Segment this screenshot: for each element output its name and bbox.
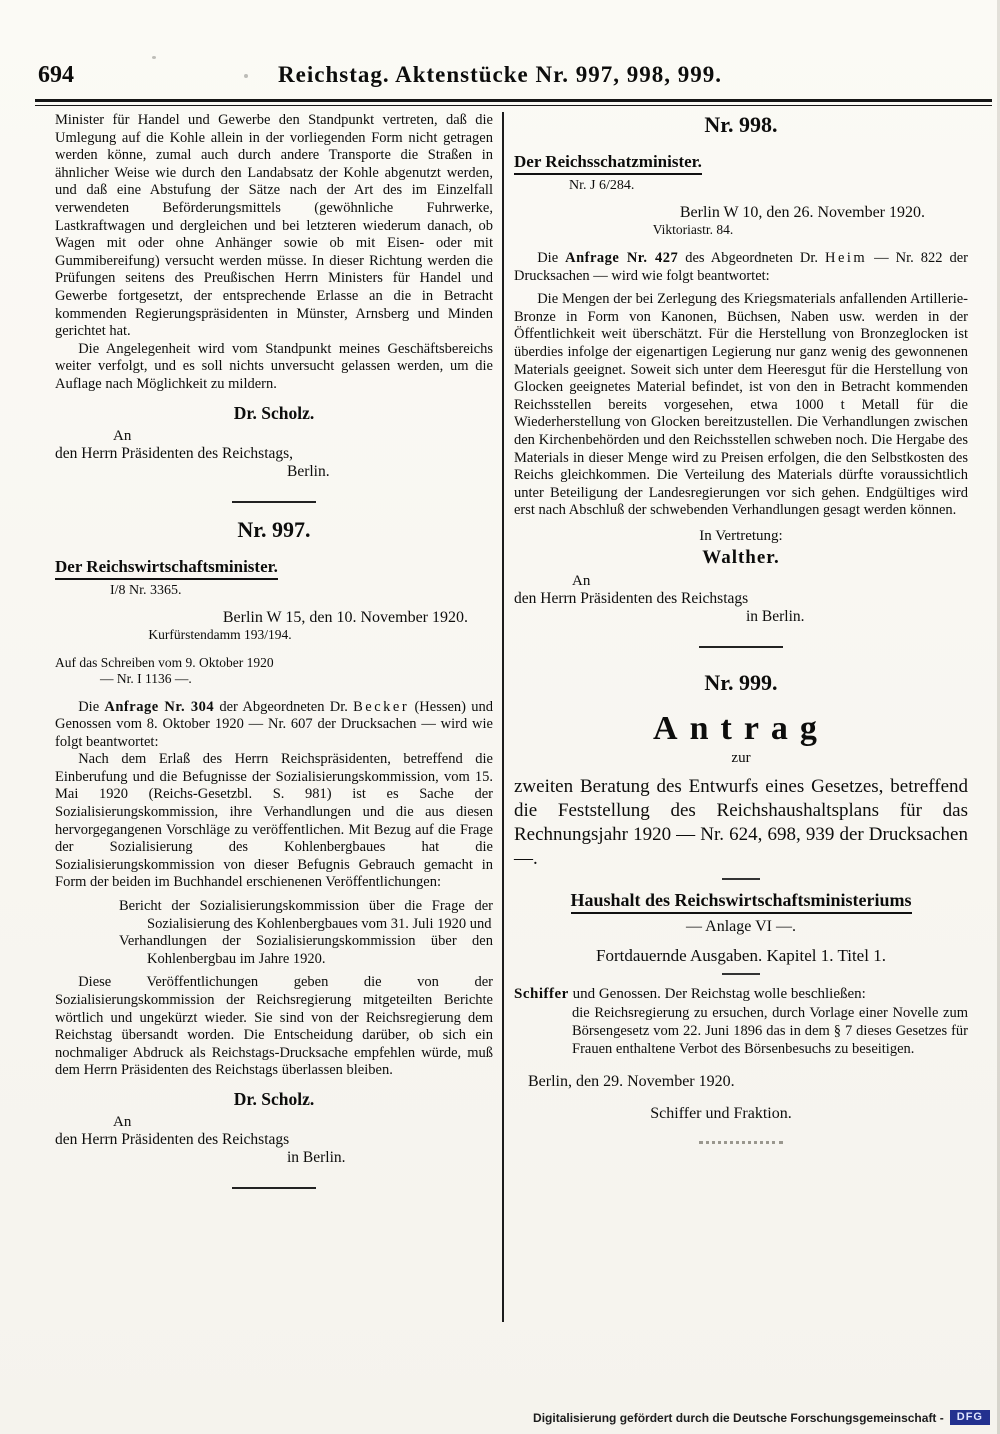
motion-rest: und Genossen. Der Reichstag wolle beschließen: [568,985,866,1002]
doc-997-intro-paragraph [55,699,493,752]
left-column [55,112,493,1203]
doc-999-subject-paragraph: zweiten Beratung des Entwurfs eines Gesetzes, betreffend die Feststellung des Reichshaushaltsplans für das Rechnungsjahr 1920 — Nr. 624, 698, 939 der Drucksachen —. [514,775,968,869]
left-column-end-divider [232,1187,316,1189]
doc-997-dateline: Berlin W 15, den 10. November 1920. [222,608,468,626]
doc-999-resolution-text: die Reichsregierung zu ersuchen, durch Vorlage einer Novelle zum Börsengesetz vom 22. Juni 1896 das in dem § 7 dieses Gesetzes für Frauen enthaltene Verbot des Börsenbesuchs zu beseitigen. [572,1005,968,1057]
right-column [514,112,968,1144]
faint-end-divider [699,1141,783,1144]
intro-deputy-name: Heim [824,250,868,266]
intro-mid: des Abgeordneten Dr. [678,250,825,266]
doc-997-publication-2: Verhandlungen der Sozialisierungskommission über den Kohlenbergbau im Jahre 1920. [119,933,493,967]
doc-998-salutation-an: An [572,572,591,589]
column-divider [502,112,504,1322]
doc-999-motion-paragraph [514,985,968,1004]
closing-paragraph: Die Angelegenheit wird vom Standpunkt meines Geschäftsbereichs weiter verfolgt, und es soll nichts unversucht gelassen werden, um die Auflage nach Möglichkeit zu mildern. [55,340,493,392]
scan-speck [152,56,156,59]
doc-997-body-paragraph-1: Nach dem Erlaß des Herrn Reichspräsidenten, betreffend die Einberufung und die Befugnisse der Sozialisierungskommission, vom 15. Mai 1920 (Reichs-Gesetzbl. S. 981) ist es Sache der Sozialisierungskommission, ihre Verhandlungen und die aus diesen hervorgegangenen Vorschläge zu veröffentlichen. Mit Bezug auf die Frage der Sozialisierung des Kohlenbergbaues hat die Sozialisierungskommission von dieser Befugnis Gebrauch gemacht in Form der beiden im Buchhandel erschienenen Veröffentlichungen: [55,751,493,891]
small-divider [722,878,760,880]
header-rule [35,99,992,106]
doc-998-file-number: Nr. J 6/284. [569,178,635,193]
doc-999-annex-line: — Anlage VI —. [686,917,796,935]
doc-998-in-vertretung: In Vertretung: [699,527,783,544]
motion-mover-name: Schiffer [514,985,569,1002]
doc-997-sender-text: Der Reichswirtschaftsminister. [55,557,278,580]
continuation-paragraph: Minister für Handel und Gewerbe den Standpunkt vertreten, daß die Umlegung auf die Kohle allein in der vorliegenden Form nicht getragen werden könne, zumal auch durch andere Transporte die Straßen in ähnlicher Weise wie durch den Landabsatz der Kohle abgenutzt werden, und daß eine Abstufung der Sätze nach der Art des im Einzelfall verwendeten Beförderungsmittels (gewöhnliche Fuhrwerke, Lastkraftwagen und dergleichen und bei letzteren wiederum danach, ob Wagen mit oder ohne Anhänger sowie ob mit Eisen- oder mit Gummibereifung) versucht werden müsse. In dieser Richtung werden die Prüfungen seitens des Preußischen Herrn Ministers für Handel und Gewerbe fortgesetzt, der entsprechende Erlasse an die in Betracht kommenden Regierungspräsidenten in Münster, Arnsberg und Minden gerichtet hat. [55,112,493,340]
doc-997-body-paragraph-2: Diese Veröffentlichungen geben die von der Sozialisierungskommission der Reichsregierung mitgeteilten Berichte wörtlich und ungekürzt wieder. Sie sind von der Reichsregierung dem Reichstag übersandt worden. Die Entscheidung darüber, ob sich ein nochmaliger Abdruck als Reichstags-Drucksache empfehlen würde, muß dem Herrn Präsidenten des Reichstags überlassen bleiben. [55,974,493,1079]
intro-post: — Nr. 822 der Drucksachen — wird wie folgt beantwortet: [514,250,969,284]
doc-998-sender-text: Der Reichsschatzminister. [514,152,702,175]
intro-deputy-name: Becker [353,698,410,715]
doc-998-addressee-city: in Berlin. [746,607,805,625]
addressee-city: Berlin. [287,462,330,480]
small-divider [722,973,760,975]
footer-text: Digitalisierung gefördert durch die Deutsche Forschungsgemeinschaft - [533,1410,944,1425]
section-divider [232,501,316,503]
doc-997-sender [55,557,493,580]
doc-997-addressee-line: den Herrn Präsidenten des Reichstags [55,1130,290,1148]
running-header: Reichstag. Aktenstücke Nr. 997, 998, 999. [278,62,722,87]
section-divider [699,646,783,648]
doc-997-street: Kurfürstendamm 193/194. [148,626,292,642]
doc-997-publication-1: Bericht der Sozialisierungskommission über die Frage der Sozialisierung des Kohlenbergbaues vom 31. Juli 1920 und [119,898,493,932]
doc-998-heading: Nr. 998. [704,112,778,137]
doc-999-chapter-line: Fortdauernde Ausgaben. Kapitel 1. Titel 1. [596,945,886,965]
doc-998-street: Viktoriastr. 84. [652,222,734,237]
doc-998-sender [514,152,968,175]
signature-scholz: Dr. Scholz. [233,402,315,423]
intro-mid: der Abgeordneten Dr. [214,698,354,715]
doc-998-body-paragraph: Die Mengen der bei Zerlegung des Kriegsmaterials anfallenden Artillerie-Bronze in Form von Kanonen, Büchsen, Naben usw. werden in der Öffentlichkeit weit überschätzt. Für die Herstellung von Bronzeglocken ist überdies infolge der eigenartigen Legierung nur ganz wenig des gewonnenen Materials geeignet. Soweit sich unter dem Heeresgut für die Herstellung von Glocken geeignetes Material befindet, ist von den in Betracht kommenden Reichsstellen bereits vorgesehen, etwa 1000 t Metall für die Wiederherstellung von Glocken bereitzustellen. Die Verhandlungen zwischen den Kirchenbehörden und den Reichsstellen schweben noch. Die Hergabe des Materials in dieser Menge wird zu Preisen erfolgen, die den Selbstkosten des Reichs gleichkommen. Die Verteilung des Materials dürfte voraussichtlich unter Beteiligung der Landesregierungen vor sich gehen. Endgültiges wird erst nach Abschluß der schwebenden Verhandlungen gesagt werden können. [514,291,968,519]
doc-998-signature: Walther. [702,546,780,568]
intro-pre: Die [537,250,566,266]
doc-999-title: Antrag [653,709,829,747]
doc-999-section-heading [514,890,968,914]
intro-anfrage-number: Anfrage Nr. 427 [565,250,679,266]
salutation-an: An [113,427,132,444]
doc-998-dateline: Berlin W 10, den 26. November 1920. [679,204,925,221]
doc-997-reference-line2: — Nr. I 1136 —. [100,670,192,686]
doc-997-reference-line1: Auf das Schreiben vom 9. Oktober 1920 [55,654,274,670]
digitization-footer [533,1410,990,1425]
doc-999-section-heading-text: Haushalt des Reichswirtschaftsministeriums [571,890,912,914]
doc-997-file-number: I/8 Nr. 3365. [110,582,182,598]
addressee-line: den Herrn Präsidenten des Reichstags, [55,444,294,462]
doc-999-heading: Nr. 999. [704,669,778,695]
doc-997-signature: Dr. Scholz. [233,1088,315,1109]
doc-999-date-line: Berlin, den 29. November 1920. [528,1072,735,1090]
doc-997-salutation-an: An [113,1113,132,1130]
doc-998-addressee-line: den Herrn Präsidenten des Reichstags [514,589,749,607]
doc-999-signature: Schiffer und Fraktion. [650,1104,792,1122]
intro-anfrage-number: Anfrage Nr. 304 [104,698,215,715]
doc-999-subtitle: zur [731,749,751,766]
doc-998-intro-paragraph [514,250,968,285]
dfg-logo: DFG [950,1410,990,1425]
intro-pre: Die [78,698,105,715]
doc-997-addressee-city: in Berlin. [287,1148,346,1166]
intro-post: (Hessen) und Genossen vom 8. Oktober 1920 — Nr. 607 der Drucksachen — wird wie folgt beantwortet: [55,698,494,750]
page-number: 694 [38,62,74,88]
doc-997-heading: Nr. 997. [237,516,311,542]
